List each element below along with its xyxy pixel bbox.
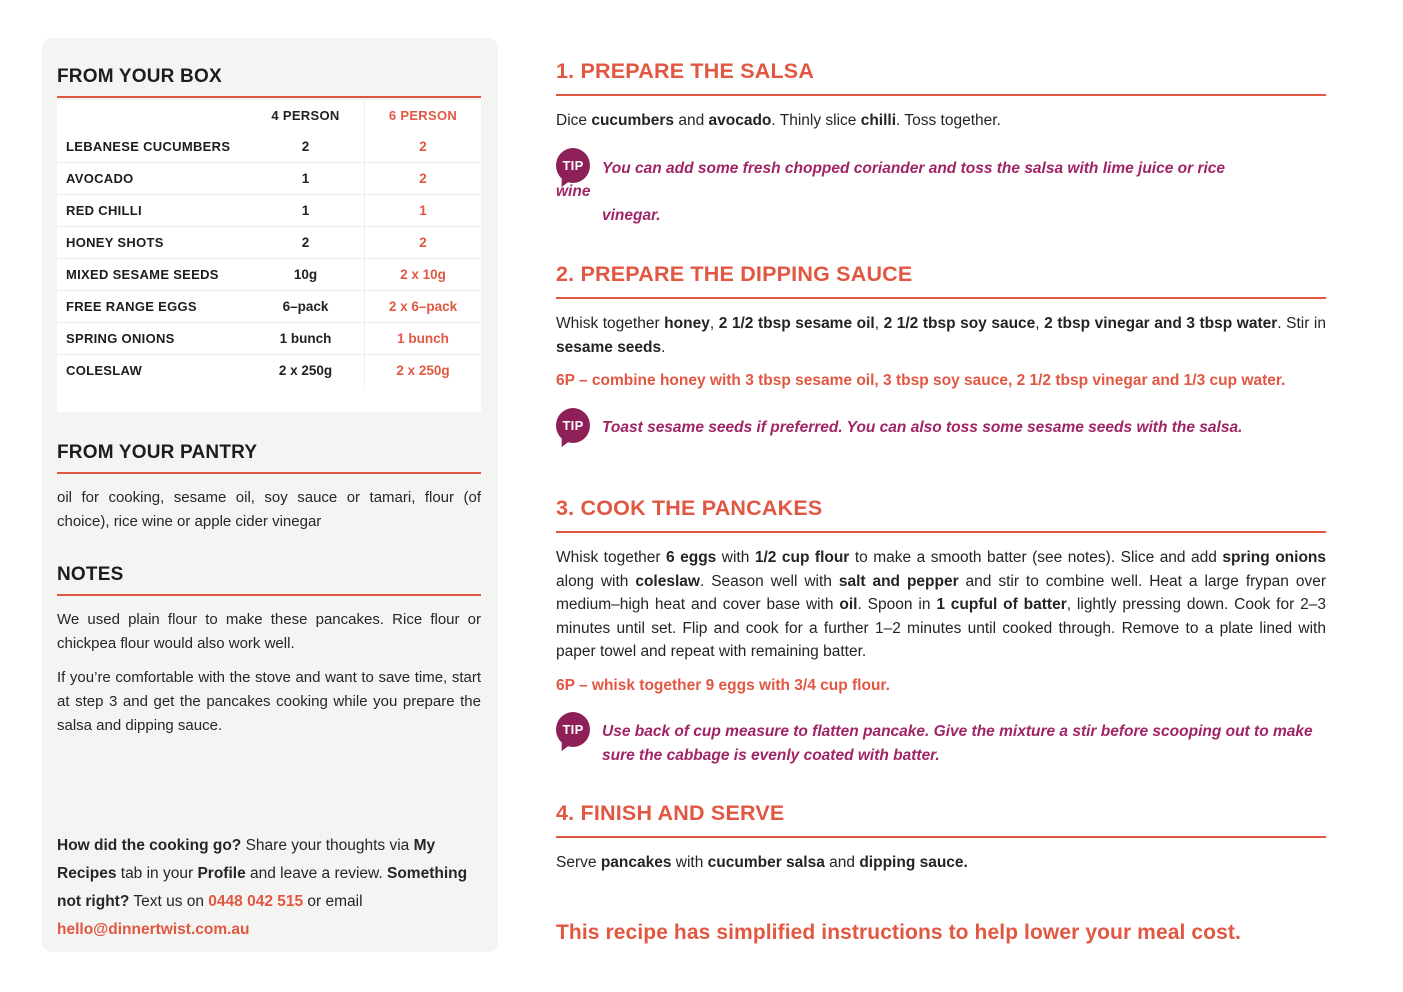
ingredient-name: LEBANESE CUCUMBERS <box>66 138 231 154</box>
pantry-text: oil for cooking, sesame oil, soy sauce or tamari, flour (of choice), rice wine or apple cider vinegar <box>57 489 481 530</box>
from-your-box-section <box>57 66 481 412</box>
table-row <box>57 354 481 386</box>
step-1-body: Dice cucumbers and avocado. Thinly slice chilli. Toss together. <box>556 112 1001 129</box>
phone-link[interactable]: 0448 042 515 <box>208 893 304 910</box>
qty-4-person: 2 <box>301 235 310 250</box>
col-4-person-header: 4 PERSON <box>271 107 340 123</box>
notes-section <box>57 564 481 738</box>
qty-4-person: 1 <box>301 171 310 186</box>
notes-paragraph-2: If you’re comfortable with the stove and want to save time, start at step 3 and get the pancakes cooking while you prepare the salsa and dipping sauce. <box>57 669 481 734</box>
qty-6-person: 2 <box>364 130 481 162</box>
from-your-box-title: FROM YOUR BOX <box>57 66 481 98</box>
ingredient-name: MIXED SESAME SEEDS <box>66 267 219 282</box>
step-2-tip-text: Toast sesame seeds if preferred. You can also toss some sesame seeds with the salsa. <box>602 418 1243 436</box>
table-row <box>57 194 481 226</box>
step-2-tip-callout <box>556 408 1326 444</box>
step-4-section <box>556 799 1326 875</box>
step-1-section <box>556 57 1326 227</box>
qty-4-person: 1 <box>301 203 310 218</box>
step-1-heading: 1. PREPARE THE SALSA <box>556 57 1326 96</box>
tip-badge-icon: TIP <box>556 712 590 747</box>
ingredient-name: COLESLAW <box>66 363 143 378</box>
step-4-heading: 4. FINISH AND SERVE <box>556 799 1326 838</box>
step-3-section <box>556 494 1326 767</box>
ingredient-name: FREE RANGE EGGS <box>66 299 197 314</box>
pantry-section <box>57 442 481 534</box>
ingredient-name: HONEY SHOTS <box>66 235 164 250</box>
step-1-tip-callout <box>556 148 1326 228</box>
step-3-tip-text: Use back of cup measure to flatten pancake. Give the mixture a stir before scooping out to make sure the cabbage is evenly coated with batter. <box>602 723 1313 764</box>
col-6-person-header: 6 PERSON <box>364 100 481 130</box>
qty-6-person: 2 <box>364 163 481 194</box>
ingredient-name: AVOCADO <box>66 171 134 186</box>
qty-6-person: 2 x 10g <box>364 259 481 290</box>
table-row <box>57 290 481 322</box>
step-2-body: Whisk together honey, 2 1/2 tbsp sesame oil, 2 1/2 tbsp soy sauce, 2 tbsp vinegar and 3 tbsp water. Stir in sesame seeds. <box>556 315 1326 356</box>
table-row <box>57 130 481 162</box>
table-row <box>57 322 481 354</box>
step-2-heading: 2. PREPARE THE DIPPING SAUCE <box>556 260 1326 299</box>
sidebar-footer: How did the cooking go? Share your thoughts via My Recipes tab in your Profile and leave a review. Something not right? Text us on 0448 042 515 or email hello@dinnertwist.com.au <box>57 837 468 938</box>
step-2-six-person-variation: 6P – combine honey with 3 tbsp sesame oil, 3 tbsp soy sauce, 2 1/2 tbsp vinegar and 1/3 cup water. <box>556 372 1286 389</box>
qty-4-person: 2 <box>301 138 310 154</box>
qty-6-person: 1 bunch <box>364 323 481 354</box>
step-1-tip-text: You can add some fresh chopped coriander and toss the salsa with lime juice or rice wine vinegar. <box>556 159 1226 224</box>
step-3-six-person-variation: 6P – whisk together 9 eggs with 3/4 cup flour. <box>556 676 890 694</box>
table-row <box>57 162 481 194</box>
table-row <box>57 226 481 258</box>
qty-6-person: 2 x 6–pack <box>364 291 481 322</box>
tip-badge-icon: TIP <box>556 408 590 443</box>
qty-4-person: 6–pack <box>282 299 329 314</box>
qty-6-person: 2 x 250g <box>364 355 481 386</box>
ingredient-name: SPRING ONIONS <box>66 331 175 346</box>
step-4-body: Serve pancakes with cucumber salsa and dipping sauce. <box>556 854 968 871</box>
table-header-row <box>57 100 481 130</box>
box-table-rows <box>57 130 481 386</box>
notes-title: NOTES <box>57 564 481 596</box>
pantry-title: FROM YOUR PANTRY <box>57 442 481 474</box>
step-3-tip-callout <box>556 712 1326 767</box>
notes-paragraph-1: We used plain flour to make these pancakes. Rice flour or chickpea flour would also work well. <box>57 611 481 652</box>
step-3-heading: 3. COOK THE PANCAKES <box>556 494 1326 533</box>
step-3-body: Whisk together 6 eggs with 1/2 cup flour to make a smooth batter (see notes). Slice and add spring onions along with coleslaw. Season well with salt and pepper and stir to combine well. Heat a large frypan over medium–high heat and cover base with oil. Spoon in 1 cupful of batter, lightly pressing down. Cook for 2–3 minutes until set. Flip and cook for a further 1–2 minutes until cooked through. Remove to a plate lined with paper towel and repeat with remaining batter. <box>556 549 1327 660</box>
qty-6-person: 1 <box>364 195 481 226</box>
qty-6-person: 2 <box>364 227 481 258</box>
qty-4-person: 2 x 250g <box>278 363 333 378</box>
simplified-recipe-footnote: This recipe has simplified instructions to help lower your meal cost. <box>556 921 1241 944</box>
ingredient-name: RED CHILLI <box>66 203 142 218</box>
table-row <box>57 258 481 290</box>
box-table <box>57 100 481 412</box>
tip-badge-icon: TIP <box>556 148 590 183</box>
step-2-section <box>556 260 1326 444</box>
email-link[interactable]: hello@dinnertwist.com.au <box>57 921 250 938</box>
qty-4-person: 10g <box>293 267 318 282</box>
qty-4-person: 1 bunch <box>279 331 332 346</box>
sidebar <box>42 38 498 952</box>
